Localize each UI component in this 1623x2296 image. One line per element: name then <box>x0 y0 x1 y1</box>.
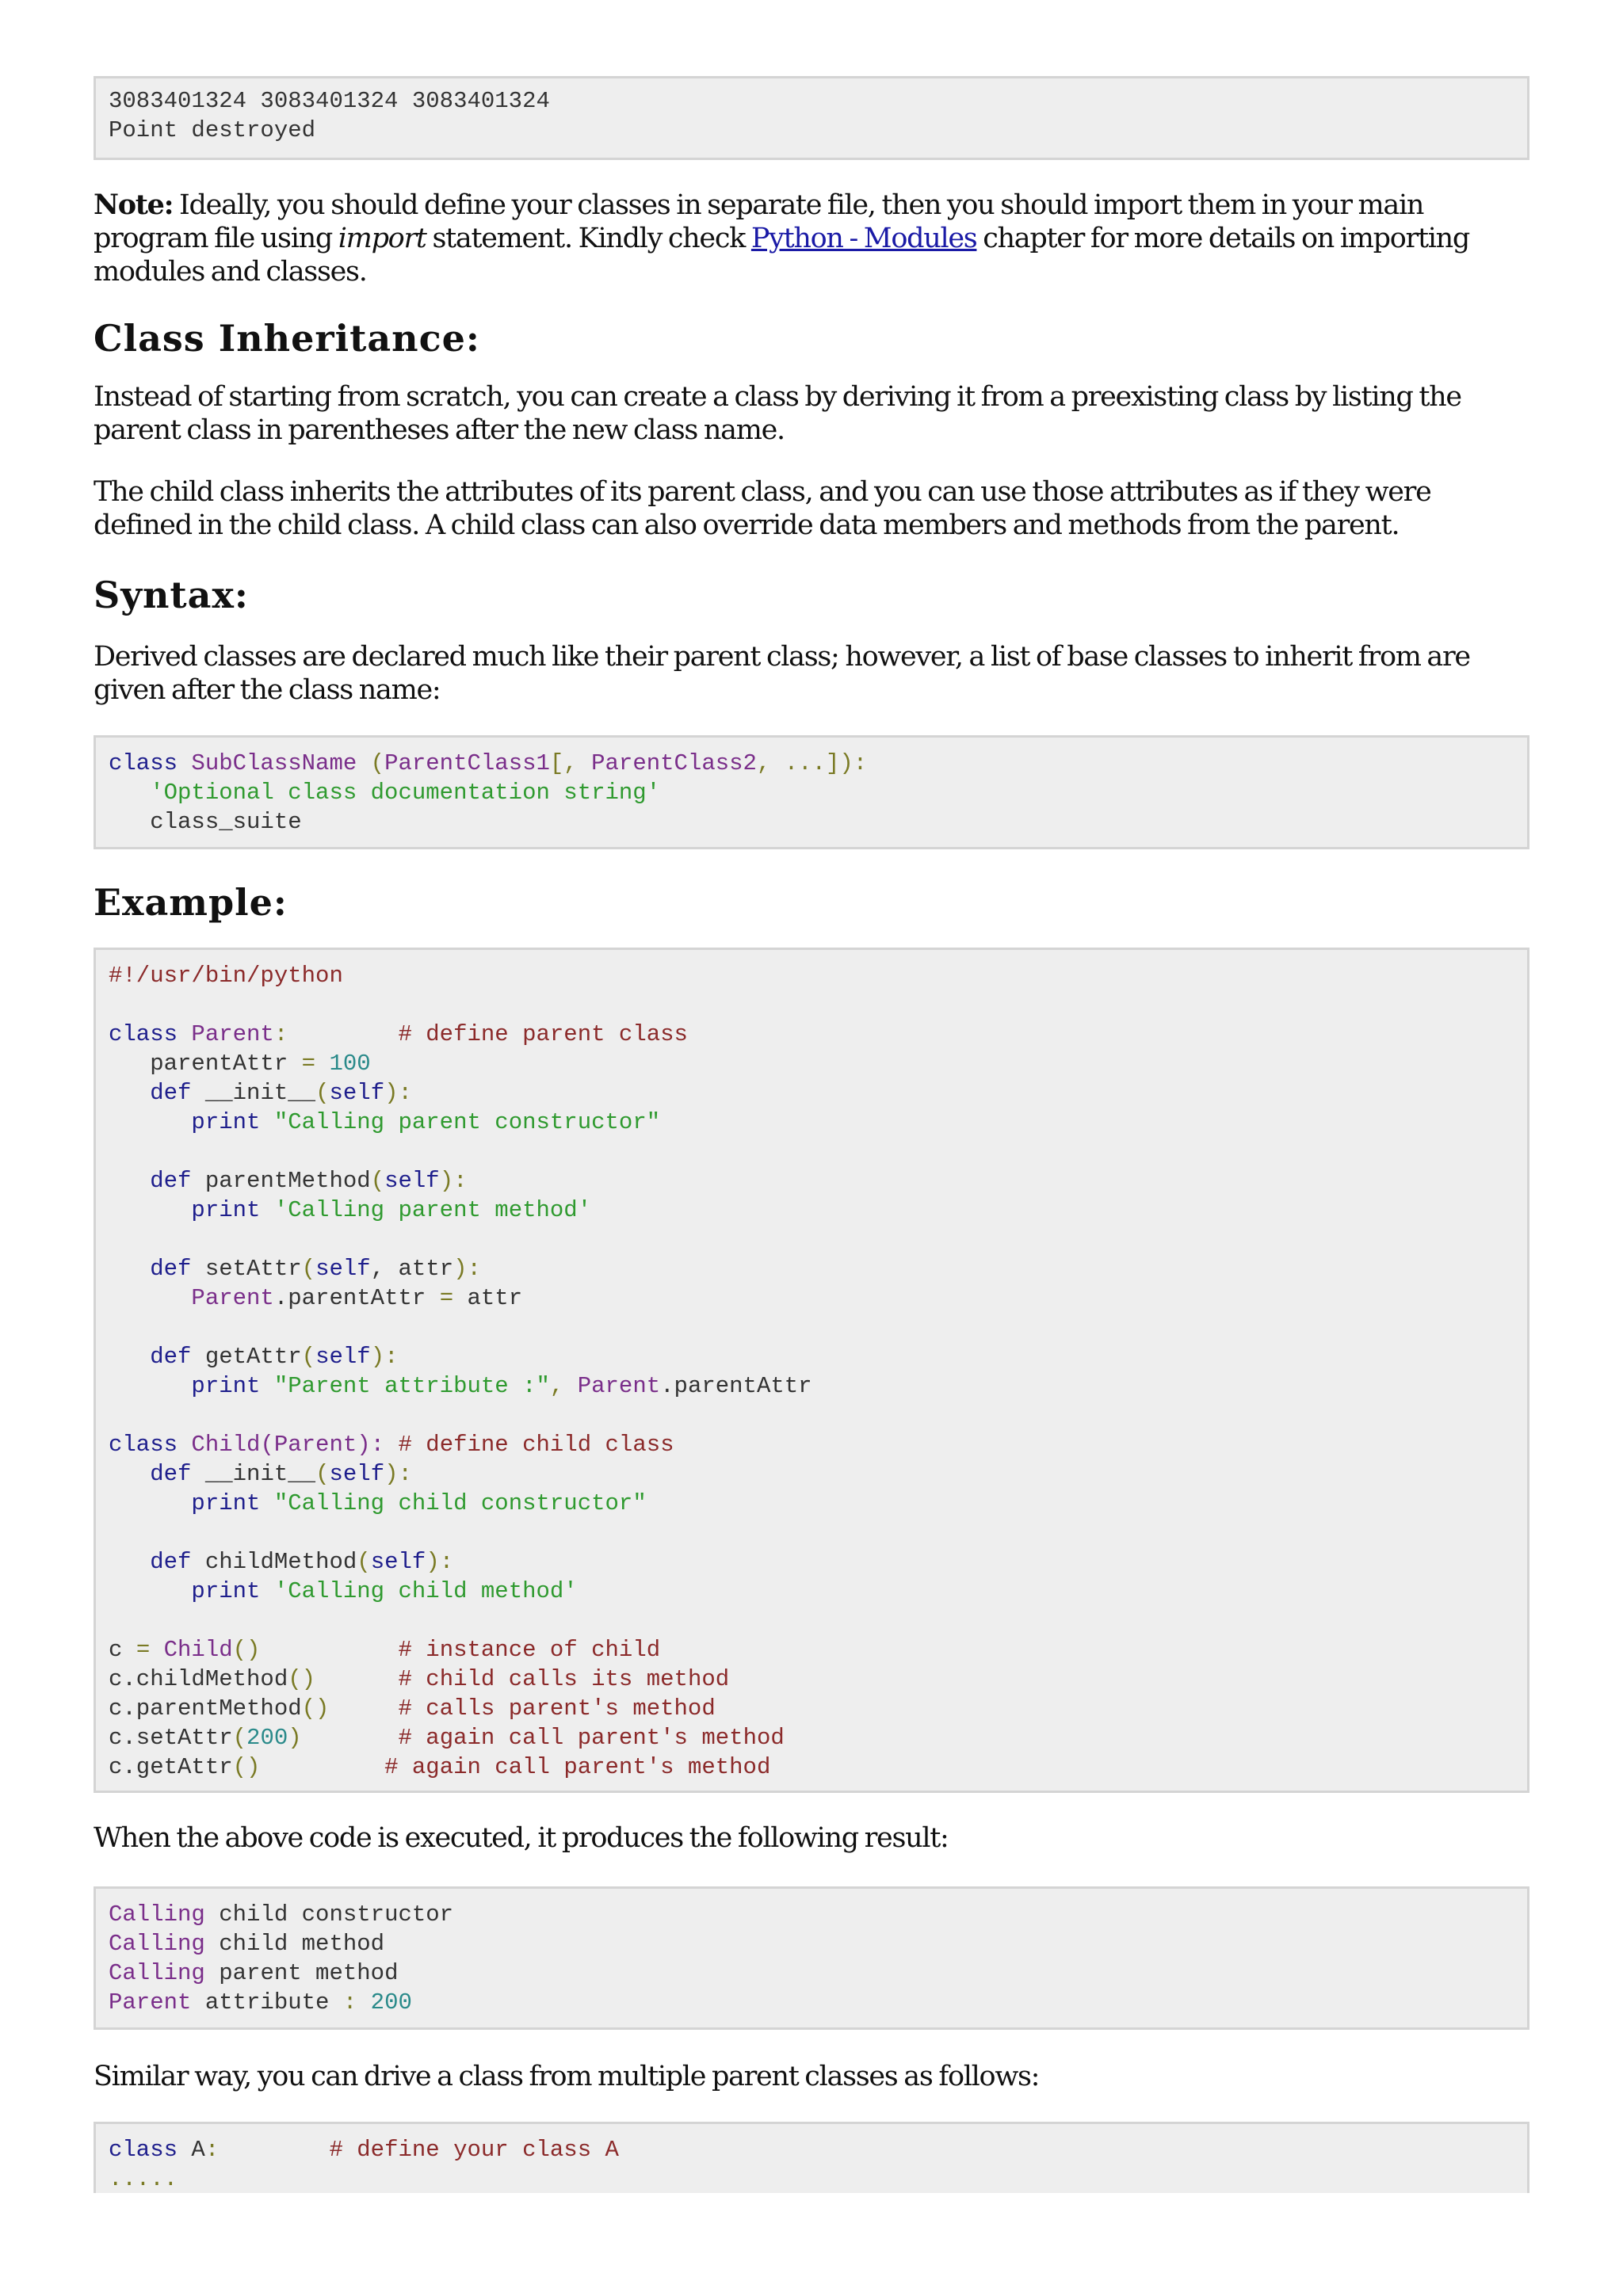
code-token: Child <box>178 1432 261 1458</box>
code-token: .parentAttr <box>273 1285 440 1311</box>
code-token: 200 <box>357 1989 412 2016</box>
code-token: setAttr <box>191 1256 302 1282</box>
code-token: # calls parent's method <box>329 1695 716 1722</box>
code-token: [, <box>549 750 592 776</box>
code-token: child method <box>204 1931 385 1957</box>
code-token: () <box>288 1666 316 1692</box>
note-text: chapter for more details on importing modules and classes. <box>94 223 1469 288</box>
code-token: "Calling child constructor" <box>260 1490 647 1516</box>
code-token: A <box>178 2137 205 2163</box>
code-token: parent method <box>204 1960 399 1986</box>
code-token: def <box>150 1080 192 1106</box>
code-token: Parent <box>563 1373 661 1399</box>
code-token: print <box>191 1490 261 1516</box>
code-line-shebang: #!/usr/bin/python <box>109 963 343 989</box>
code-token: attribute <box>191 1989 343 2016</box>
code-token: c <box>109 1637 136 1663</box>
code-token: ): <box>384 1461 412 1487</box>
code-token: 'Calling parent method' <box>260 1197 592 1223</box>
output-line: Point destroyed <box>109 117 316 143</box>
code-token: = <box>136 1637 151 1663</box>
note-italic-import: import <box>338 223 426 254</box>
note-text: statement. Kindly check <box>426 223 751 254</box>
python-modules-link[interactable]: Python - Modules <box>750 223 977 254</box>
code-token: : <box>273 1021 288 1047</box>
code-token: .parentAttr <box>660 1373 826 1399</box>
code-token: class <box>109 2137 178 2163</box>
code-token: # child calls its method <box>315 1666 730 1692</box>
code-token: class <box>109 750 178 776</box>
code-token: ..... <box>109 2166 178 2192</box>
code-token: : <box>342 1989 357 2016</box>
code-token: ): <box>370 1344 399 1370</box>
code-token: () <box>301 1695 330 1722</box>
code-token: # define child class <box>384 1432 674 1458</box>
inheritance-paragraph-1: Instead of starting from scratch, you can create a class by deriving it from a preexisting class by listing the parent class in parentheses after the new class name. <box>94 381 1461 446</box>
code-token: # define parent class <box>288 1021 688 1047</box>
syntax-code-block <box>94 735 1529 849</box>
document-page <box>94 76 1529 2193</box>
code-token: , attr <box>370 1256 454 1282</box>
code-token: attr <box>453 1285 523 1311</box>
code-token: "Parent attribute :" <box>260 1373 550 1399</box>
code-token: ( <box>370 750 385 776</box>
code-token: Calling <box>109 1931 205 1957</box>
code-token: childMethod <box>191 1549 357 1575</box>
code-token: ) <box>288 1725 302 1751</box>
code-token: # define your class A <box>219 2137 619 2163</box>
code-token: def <box>150 1168 192 1194</box>
output-block-inheritance <box>94 1886 1529 2030</box>
code-token: class <box>109 1432 178 1458</box>
syntax-paragraph: Derived classes are declared much like their parent class; however, a list of base classes to inherit from are given after the class name: <box>94 641 1470 706</box>
code-token: print <box>191 1373 261 1399</box>
section-heading-syntax: Syntax: <box>94 574 249 616</box>
note-label: Note: <box>94 189 174 221</box>
code-token: ): <box>384 1080 412 1106</box>
code-token: ( <box>315 1461 330 1487</box>
code-token: ( <box>232 1725 247 1751</box>
code-token: class_suite <box>109 809 302 835</box>
code-token: (Parent): <box>260 1432 385 1458</box>
code-token: , <box>549 1373 564 1399</box>
code-token: c.parentMethod <box>109 1695 302 1722</box>
code-token: self <box>329 1080 385 1106</box>
code-token: # again call parent's method <box>260 1754 771 1780</box>
code-token: Calling <box>109 1901 205 1928</box>
code-token: c.setAttr <box>109 1725 233 1751</box>
code-token: def <box>150 1344 192 1370</box>
output-block-destructor <box>94 76 1529 160</box>
code-token: 'Optional class documentation string' <box>109 780 661 806</box>
result-intro-paragraph: When the above code is executed, it produces the following result: <box>94 1822 949 1854</box>
code-token: def <box>150 1461 192 1487</box>
code-token: ): <box>439 1168 468 1194</box>
code-token: Child <box>150 1637 233 1663</box>
code-token: , ...]): <box>756 750 868 776</box>
multiple-parents-intro-paragraph: Similar way, you can drive a class from multiple parent classes as follows: <box>94 2061 1040 2092</box>
code-token: ( <box>301 1256 316 1282</box>
note-paragraph <box>94 189 1529 288</box>
code-token: Parent <box>191 1285 274 1311</box>
code-token: c.getAttr <box>109 1754 233 1780</box>
output-line: 3083401324 3083401324 3083401324 <box>109 88 550 114</box>
code-token: def <box>150 1549 192 1575</box>
code-token: 100 <box>315 1051 371 1077</box>
code-token: ): <box>453 1256 481 1282</box>
code-token: = <box>301 1051 316 1077</box>
code-token: Calling <box>109 1960 205 1986</box>
code-token: __init__ <box>191 1461 316 1487</box>
section-heading-example: Example: <box>94 881 288 924</box>
code-token: = <box>439 1285 454 1311</box>
example-code-block <box>94 948 1529 1793</box>
code-token: ParentClass2 <box>591 750 757 776</box>
code-token: () <box>232 1754 261 1780</box>
code-token: self <box>370 1549 426 1575</box>
code-token: parentAttr <box>109 1051 302 1077</box>
code-token: class <box>109 1021 178 1047</box>
code-token: parentMethod <box>191 1168 371 1194</box>
code-token: Parent <box>109 1989 192 2016</box>
code-token: print <box>191 1578 261 1604</box>
code-token: self <box>315 1256 371 1282</box>
multiple-inheritance-code-block <box>94 2122 1529 2193</box>
section-heading-class-inheritance: Class Inheritance: <box>94 317 480 360</box>
code-token: def <box>150 1256 192 1282</box>
code-token: getAttr <box>191 1344 302 1370</box>
note-text: Ideally, you should define your classes in separate file, then you should import them in your main program file using <box>94 189 1424 254</box>
code-token: : <box>204 2137 220 2163</box>
code-token: SubClassName <box>178 750 371 776</box>
code-token: ParentClass1 <box>384 750 550 776</box>
code-token: 200 <box>246 1725 288 1751</box>
code-token: child constructor <box>204 1901 454 1928</box>
code-token: # again call parent's method <box>301 1725 785 1751</box>
inheritance-paragraph-2: The child class inherits the attributes of its parent class, and you can use those attributes as if they were defined in the child class. A child class can also override data members and methods from the parent. <box>94 476 1431 541</box>
code-token: print <box>191 1109 261 1135</box>
code-token: ): <box>426 1549 454 1575</box>
code-token: Parent <box>178 1021 274 1047</box>
code-token: ( <box>315 1080 330 1106</box>
code-token: __init__ <box>191 1080 316 1106</box>
code-token: self <box>315 1344 371 1370</box>
code-token: # instance of child <box>260 1637 661 1663</box>
code-token: self <box>384 1168 440 1194</box>
code-token: () <box>232 1637 261 1663</box>
code-token: c.childMethod <box>109 1666 288 1692</box>
code-token: self <box>329 1461 385 1487</box>
code-token: print <box>191 1197 261 1223</box>
code-token: 'Calling child method' <box>260 1578 578 1604</box>
code-token: ( <box>370 1168 385 1194</box>
code-token: ( <box>357 1549 371 1575</box>
code-token: ( <box>301 1344 316 1370</box>
code-token: "Calling parent constructor" <box>260 1109 661 1135</box>
